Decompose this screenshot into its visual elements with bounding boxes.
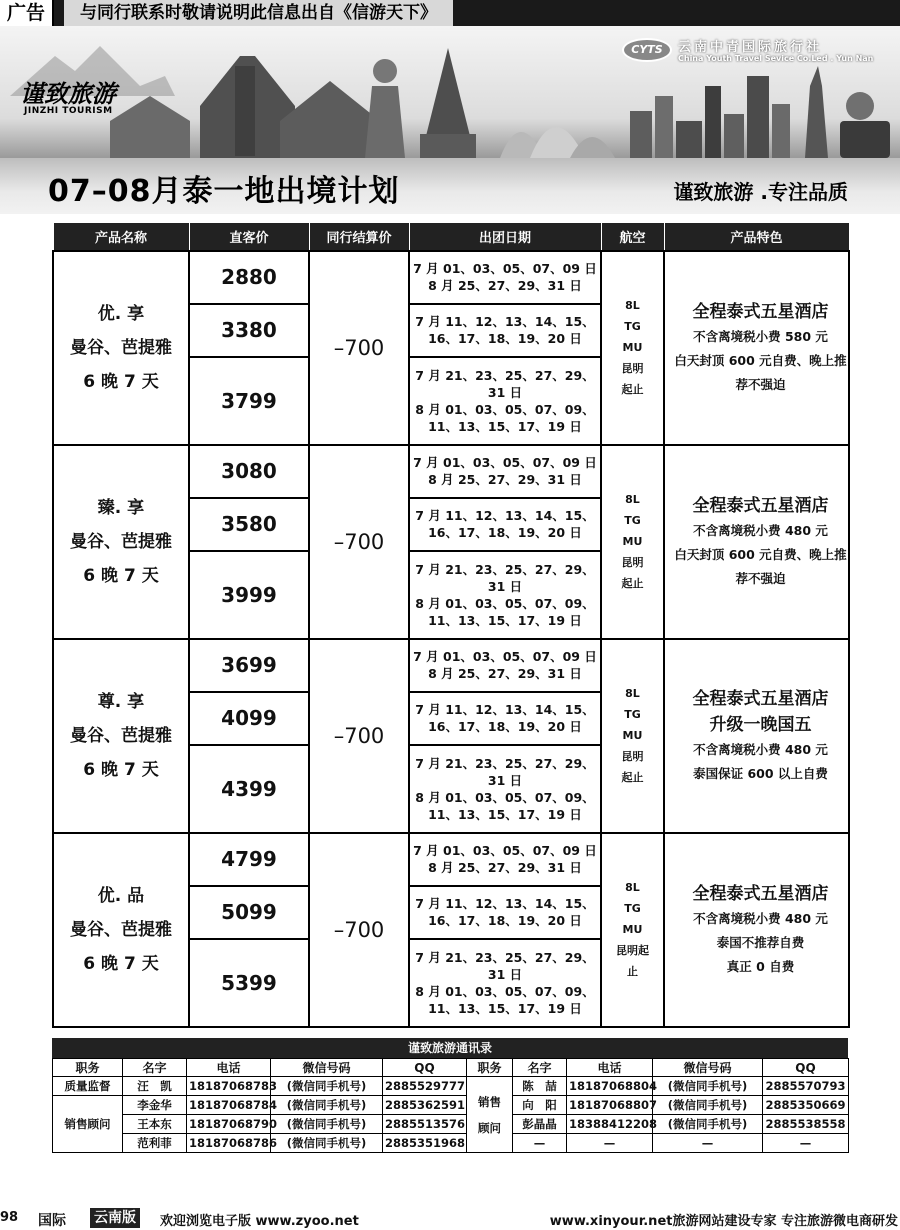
product-duration: 6 晚 7 天 bbox=[83, 371, 159, 392]
date-line: 8 月 25、27、29、31 日 bbox=[428, 860, 582, 875]
feature-line: 不含离境税小费 480 元 bbox=[693, 522, 828, 538]
contact-header: 职务 bbox=[53, 1059, 123, 1077]
airline-line: MU bbox=[622, 923, 643, 936]
header-features: 产品特色 bbox=[664, 223, 849, 251]
feature-line: 真正 0 自费 bbox=[726, 958, 795, 974]
date-line: 8 月 25、27、29、31 日 bbox=[428, 472, 582, 487]
feature-cell bbox=[664, 251, 849, 445]
partner-name-en: China Youth Travel Sevice Co.Led . Yun Nan bbox=[678, 54, 874, 63]
retail-price: 4399 bbox=[189, 745, 309, 833]
contact-title: 谨致旅游通讯录 bbox=[52, 1038, 848, 1058]
retail-price: 3080 bbox=[189, 445, 309, 498]
airline-cell bbox=[601, 445, 664, 639]
date-line: 8 月 01、03、05、07、09、11、13、15、17、19 日 bbox=[415, 595, 595, 628]
contact-name: 彭晶晶 bbox=[513, 1115, 567, 1134]
table-row bbox=[53, 445, 849, 498]
title-area bbox=[0, 158, 900, 214]
contact-header: 职务 bbox=[467, 1059, 513, 1077]
feature-line: 不含离境税小费 480 元 bbox=[693, 741, 828, 757]
contact-name: 范利菲 bbox=[123, 1134, 187, 1153]
section-label: 国际 bbox=[38, 1213, 66, 1229]
airline-cell bbox=[601, 639, 664, 833]
contact-role: 质量监督 bbox=[53, 1077, 123, 1096]
airline-cell bbox=[601, 833, 664, 1027]
contact-phone: — bbox=[567, 1134, 653, 1153]
top-ad-strip bbox=[0, 0, 900, 26]
contact-wechat: (微信同手机号) bbox=[271, 1115, 383, 1134]
retail-price: 5099 bbox=[189, 886, 309, 939]
feature-title: 全程泰式五星酒店 bbox=[692, 883, 829, 904]
website-link[interactable]: www.xinyour.net旅游网站建设专家 专注旅游微电商研发 bbox=[549, 1214, 898, 1229]
contact-header: QQ bbox=[763, 1059, 849, 1077]
airline-line: 昆明 bbox=[621, 362, 644, 375]
ad-notice: 与同行联系时敬请说明此信息出自《信游天下》 bbox=[64, 0, 453, 26]
contact-header-row bbox=[53, 1059, 849, 1077]
feature-line: 白天封顶 600 元自费、晚上推荐不强迫 bbox=[674, 546, 847, 586]
airline-line: 止 bbox=[627, 965, 638, 978]
feature-cell bbox=[664, 639, 849, 833]
partner-name-cn: 云南中青国际旅行社 bbox=[678, 40, 823, 55]
contact-wechat: (微信同手机号) bbox=[271, 1096, 383, 1115]
airline-line: MU bbox=[622, 341, 643, 354]
airline-line: MU bbox=[622, 535, 643, 548]
airline-line: 8L bbox=[625, 299, 640, 312]
date-line: 8 月 01、03、05、07、09、11、13、15、17、19 日 bbox=[415, 789, 595, 822]
retail-price: 3799 bbox=[189, 357, 309, 445]
contact-phone: 18388412208 bbox=[567, 1115, 653, 1134]
contact-qq: 2885513576 bbox=[383, 1115, 467, 1134]
contact-qq: 2885529777 bbox=[383, 1077, 467, 1096]
feature-line: 不含离境税小费 480 元 bbox=[693, 910, 828, 926]
contact-name: — bbox=[513, 1134, 567, 1153]
contact-wechat: (微信同手机号) bbox=[653, 1096, 763, 1115]
contact-qq: 2885350669 bbox=[763, 1096, 849, 1115]
departure-dates: 7 月 11、12、13、14、15、16、17、18、19、20 日 bbox=[409, 498, 601, 551]
contact-name: 向 阳 bbox=[513, 1096, 567, 1115]
airline-line: 8L bbox=[625, 493, 640, 506]
retail-price: 2880 bbox=[189, 251, 309, 304]
airline-cell bbox=[601, 251, 664, 445]
product-duration: 6 晚 7 天 bbox=[83, 759, 159, 780]
contact-row bbox=[53, 1134, 849, 1153]
contact-role: 销售顾问 bbox=[53, 1096, 123, 1153]
contact-phone: 18187068807 bbox=[567, 1096, 653, 1115]
table-row bbox=[53, 251, 849, 304]
contact-name: 李金华 bbox=[123, 1096, 187, 1115]
settle-price: –700 bbox=[309, 639, 409, 833]
contact-phone: 18187068790 bbox=[187, 1115, 271, 1134]
contact-name: 王本东 bbox=[123, 1115, 187, 1134]
date-line: 8 月 01、03、05、07、09、11、13、15、17、19 日 bbox=[415, 983, 595, 1016]
departure-dates bbox=[409, 251, 601, 304]
ad-label: 广告 bbox=[0, 0, 54, 26]
airline-line: 起止 bbox=[621, 771, 644, 784]
contact-qq: 2885351968 bbox=[383, 1134, 467, 1153]
contact-header: 电话 bbox=[567, 1059, 653, 1077]
header-airline: 航空 bbox=[601, 223, 664, 251]
table-row bbox=[53, 833, 849, 886]
edition-badge: 云南版 bbox=[90, 1208, 140, 1228]
settle-price: –700 bbox=[309, 833, 409, 1027]
feature-title: 全程泰式五星酒店 bbox=[692, 495, 829, 516]
feature-title-upgrade: 升级一晚国五 bbox=[709, 714, 812, 735]
airline-line: 起止 bbox=[621, 383, 644, 396]
contact-directory bbox=[52, 1038, 848, 1153]
product-name-cell bbox=[53, 639, 189, 833]
contact-qq: 2885362591 bbox=[383, 1096, 467, 1115]
brand-logo-en: JINZHI TOURISM bbox=[24, 106, 113, 116]
contact-qq: 2885538558 bbox=[763, 1115, 849, 1134]
contact-header: 微信号码 bbox=[271, 1059, 383, 1077]
feature-cell bbox=[664, 445, 849, 639]
product-route: 曼谷、芭提雅 bbox=[70, 725, 172, 746]
settle-price: –700 bbox=[309, 251, 409, 445]
header-product-name: 产品名称 bbox=[53, 223, 189, 251]
date-line: 7 月 01、03、05、07、09 日 bbox=[413, 261, 597, 276]
header-dates: 出团日期 bbox=[409, 223, 601, 251]
feature-line: 白天封顶 600 元自费、晚上推荐不强迫 bbox=[674, 352, 847, 392]
product-title: 优. 享 bbox=[97, 303, 145, 324]
contact-qq: — bbox=[763, 1134, 849, 1153]
airline-line: 8L bbox=[625, 881, 640, 894]
header-settle-price: 同行结算价 bbox=[309, 223, 409, 251]
date-line: 7 月 01、03、05、07、09 日 bbox=[413, 455, 597, 470]
product-route: 曼谷、芭提雅 bbox=[70, 337, 172, 358]
date-line: 7 月 21、23、25、27、29、31 日 bbox=[415, 755, 595, 788]
product-title: 尊. 享 bbox=[97, 691, 145, 712]
retail-price: 3380 bbox=[189, 304, 309, 357]
date-line: 8 月 01、03、05、07、09、11、13、15、17、19 日 bbox=[415, 401, 595, 434]
departure-dates: 7 月 11、12、13、14、15、16、17、18、19、20 日 bbox=[409, 304, 601, 357]
contact-row bbox=[53, 1096, 849, 1115]
airline-line: TG bbox=[624, 708, 641, 721]
date-line: 7 月 21、23、25、27、29、31 日 bbox=[415, 561, 595, 594]
settle-price: –700 bbox=[309, 445, 409, 639]
contact-row bbox=[53, 1115, 849, 1134]
feature-cell bbox=[664, 833, 849, 1027]
retail-price: 5399 bbox=[189, 939, 309, 1027]
table-header-row bbox=[53, 223, 849, 251]
partner-logo-icon: CYTS bbox=[622, 38, 672, 62]
contact-phone: 18187068784 bbox=[187, 1096, 271, 1115]
contact-wechat: (微信同手机号) bbox=[271, 1077, 383, 1096]
contact-wechat: — bbox=[653, 1134, 763, 1153]
airline-line: 昆明 bbox=[621, 556, 644, 569]
airline-line: 昆明 bbox=[621, 750, 644, 763]
contact-phone: 18187068783 bbox=[187, 1077, 271, 1096]
feature-title: 全程泰式五星酒店 bbox=[692, 301, 829, 322]
airline-line: MU bbox=[622, 729, 643, 742]
contact-row bbox=[53, 1077, 849, 1096]
date-line: 7 月 21、23、25、27、29、31 日 bbox=[415, 367, 595, 400]
contact-name: 陈 喆 bbox=[513, 1077, 567, 1096]
page-title: 07–08月泰一地出境计划 bbox=[48, 174, 400, 209]
feature-title: 全程泰式五星酒店 bbox=[692, 688, 829, 709]
contact-header: QQ bbox=[383, 1059, 467, 1077]
contact-role: 销售顾问 bbox=[467, 1077, 513, 1153]
airline-line: TG bbox=[624, 514, 641, 527]
product-duration: 6 晚 7 天 bbox=[83, 953, 159, 974]
date-line: 8 月 25、27、29、31 日 bbox=[428, 278, 582, 293]
departure-dates bbox=[409, 357, 601, 445]
feature-line: 泰国不推荐自费 bbox=[716, 934, 805, 950]
table-row bbox=[53, 639, 849, 692]
departure-dates: 7 月 11、12、13、14、15、16、17、18、19、20 日 bbox=[409, 886, 601, 939]
page-footer bbox=[0, 1206, 900, 1230]
contact-header: 名字 bbox=[123, 1059, 187, 1077]
header-retail-price: 直客价 bbox=[189, 223, 309, 251]
contact-name: 汪 凯 bbox=[123, 1077, 187, 1096]
departure-dates bbox=[409, 551, 601, 639]
contact-header: 名字 bbox=[513, 1059, 567, 1077]
departure-dates bbox=[409, 939, 601, 1027]
airline-line: 昆明起 bbox=[616, 944, 649, 957]
product-duration: 6 晚 7 天 bbox=[83, 565, 159, 586]
date-line: 8 月 25、27、29、31 日 bbox=[428, 666, 582, 681]
contact-header: 微信号码 bbox=[653, 1059, 763, 1077]
date-line: 7 月 21、23、25、27、29、31 日 bbox=[415, 949, 595, 982]
departure-dates bbox=[409, 745, 601, 833]
product-name-cell bbox=[53, 833, 189, 1027]
product-title: 臻. 享 bbox=[97, 497, 145, 518]
retail-price: 3999 bbox=[189, 551, 309, 639]
retail-price: 3580 bbox=[189, 498, 309, 551]
product-name-cell bbox=[53, 445, 189, 639]
airline-line: 8L bbox=[625, 687, 640, 700]
contact-wechat: (微信同手机号) bbox=[653, 1115, 763, 1134]
contact-qq: 2885570793 bbox=[763, 1077, 849, 1096]
contact-wechat: (微信同手机号) bbox=[271, 1134, 383, 1153]
feature-line: 泰国保证 600 以上自费 bbox=[693, 765, 828, 781]
header-banner bbox=[0, 26, 900, 158]
contact-wechat: (微信同手机号) bbox=[653, 1077, 763, 1096]
date-line: 7 月 01、03、05、07、09 日 bbox=[413, 649, 597, 664]
contact-phone: 18187068786 bbox=[187, 1134, 271, 1153]
departure-dates bbox=[409, 639, 601, 692]
product-table bbox=[52, 222, 850, 1028]
product-title: 优. 品 bbox=[97, 885, 145, 906]
retail-price: 4099 bbox=[189, 692, 309, 745]
departure-dates bbox=[409, 445, 601, 498]
page-number: 98 bbox=[0, 1210, 19, 1225]
retail-price: 3699 bbox=[189, 639, 309, 692]
contact-header: 电话 bbox=[187, 1059, 271, 1077]
product-route: 曼谷、芭提雅 bbox=[70, 919, 172, 940]
contact-phone: 18187068804 bbox=[567, 1077, 653, 1096]
contact-table bbox=[52, 1058, 849, 1153]
product-name-cell bbox=[53, 251, 189, 445]
brand-logo-cn: 谨致旅游 bbox=[20, 79, 116, 108]
browse-link[interactable]: 欢迎浏览电子版 www.zyoo.net bbox=[160, 1214, 359, 1229]
airline-line: TG bbox=[624, 320, 641, 333]
airline-line: 起止 bbox=[621, 577, 644, 590]
airline-line: TG bbox=[624, 902, 641, 915]
retail-price: 4799 bbox=[189, 833, 309, 886]
feature-line: 不含离境税小费 580 元 bbox=[693, 328, 828, 344]
departure-dates bbox=[409, 833, 601, 886]
departure-dates: 7 月 11、12、13、14、15、16、17、18、19、20 日 bbox=[409, 692, 601, 745]
date-line: 7 月 01、03、05、07、09 日 bbox=[413, 843, 597, 858]
slogan: 谨致旅游 .专注品质 bbox=[673, 180, 848, 204]
product-route: 曼谷、芭提雅 bbox=[70, 531, 172, 552]
